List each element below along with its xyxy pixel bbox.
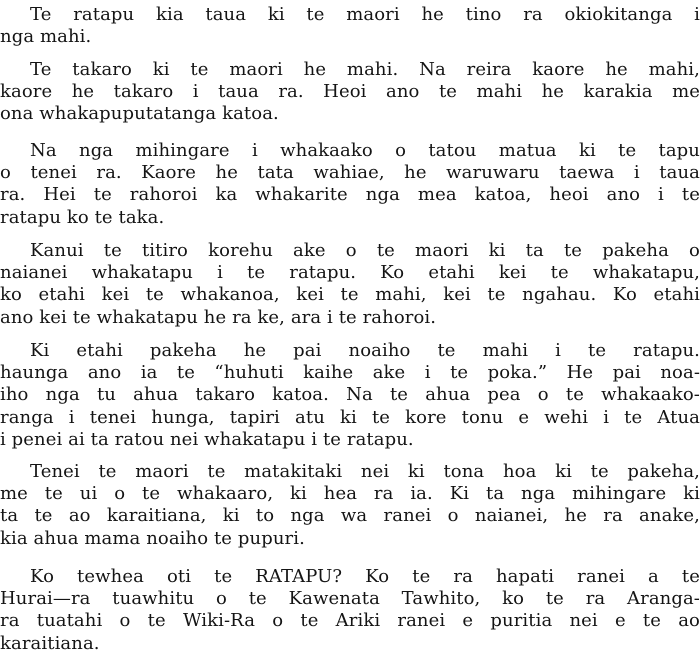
text-line: o tenei ra. Kaore he tata wahiae, he waruwaru taewa i taua: [0, 162, 700, 184]
text-line: nga mahi.: [0, 26, 92, 48]
text-line: i penei ai ta ratou nei whakatapu i te ratapu.: [0, 428, 414, 450]
text-line: ko etahi kei te whakanoa, kei te mahi, kei te ngahau. Ko etahi: [0, 284, 700, 306]
text-line: ona whakapuputatanga katoa.: [0, 103, 279, 125]
paragraph-7: [0, 566, 700, 655]
text-line: Te takaro ki te maori he mahi. Na reira kaore he mahi,: [30, 59, 700, 80]
text-line: Kanui te titiro korehu ake o te maori ki ta te pakeha o: [30, 240, 700, 261]
text-line: karaitiana.: [0, 632, 100, 654]
text-line: iho nga tu ahua takaro katoa. Na te ahua pea o te whakaako-: [0, 384, 700, 406]
paragraph-1: [0, 4, 700, 48]
paragraph-3: [0, 140, 700, 229]
paragraph-4: [0, 240, 700, 329]
text-line: ranga i tenei hunga, tapiri atu ki te kore tonu e wehi i te Atua: [0, 406, 700, 428]
text-line: ratapu ko te taka.: [0, 206, 165, 228]
text-line: ra. Hei te rahoroi ka whakarite nga mea katoa, heoi ano i te: [0, 184, 700, 206]
text-line: Tenei te maori te matakitaki nei ki tona hoa ki te pakeha,: [30, 461, 700, 482]
paragraph-2: [0, 59, 700, 126]
text-line: Te ratapu kia taua ki te maori he tino ra okiokitanga i: [30, 4, 700, 25]
text-line: me te ui o te whakaaro, ki hea ra ia. Ki ta nga mihingare ki: [0, 483, 700, 505]
text-line: naianei whakatapu i te ratapu. Ko etahi kei te whakatapu,: [0, 262, 700, 284]
text-line: ra tuatahi o te Wiki-Ra o te Ariki ranei e puritia nei e te ao: [0, 610, 700, 632]
text-line: Ko tewhea oti te RATAPU? Ko te ra hapati ranei a te: [30, 566, 700, 587]
text-line: haunga ano ia te “huhuti kaihe ake i te poka.” He pai noa-: [0, 362, 700, 384]
text-line: ta te ao karaitiana, ki to nga wa ranei o naianei, he ra anake,: [0, 505, 700, 527]
text-line: Hurai—ra tuawhitu o te Kawenata Tawhito, ko te ra Aranga-: [0, 588, 700, 610]
text-line: kaore he takaro i taua ra. Heoi ano te mahi he karakia me: [0, 81, 700, 103]
text-line: ano kei te whakatapu he ra ke, ara i te rahoroi.: [0, 306, 437, 328]
paragraph-6: [0, 461, 700, 550]
text-line: Na nga mihingare i whakaako o tatou matua ki te tapu: [30, 140, 700, 161]
text-line: Ki etahi pakeha he pai noaiho te mahi i te ratapu.: [30, 340, 700, 361]
text-line: kia ahua mama noaiho te pupuri.: [0, 527, 305, 549]
paragraph-5: [0, 340, 700, 451]
